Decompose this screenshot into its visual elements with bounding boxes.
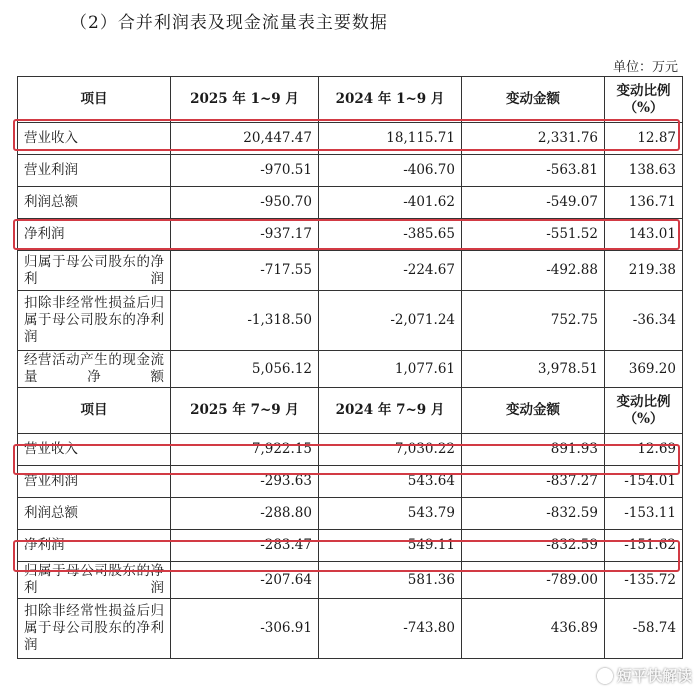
row-label: 营业利润 <box>18 466 171 498</box>
cell-value: 7,030.22 <box>319 434 462 466</box>
financial-table <box>17 76 683 659</box>
header-period-prior: 2024 年 1~9 月 <box>319 77 462 123</box>
header-period-prior: 2024 年 7~9 月 <box>319 388 462 434</box>
cell-value: 543.64 <box>319 466 462 498</box>
cell-value: 136.71 <box>605 187 683 219</box>
unit-label: 单位：万元 <box>612 60 678 75</box>
cell-value: 3,978.51 <box>462 351 605 388</box>
header-change-amount: 变动金额 <box>462 388 605 434</box>
header-change-ratio: 变动比例（%） <box>605 77 683 123</box>
cell-value: 219.38 <box>605 251 683 291</box>
row-label: 扣除非经常性损益后归属于母公司股东的净利润 <box>18 291 171 351</box>
cell-value: -549.07 <box>462 187 605 219</box>
table-row <box>18 530 683 562</box>
cell-value: -563.81 <box>462 155 605 187</box>
header-change-ratio: 变动比例（%） <box>605 388 683 434</box>
header-change-amount: 变动金额 <box>462 77 605 123</box>
table-row <box>18 599 683 659</box>
row-label: 净利润 <box>18 530 171 562</box>
table-row <box>18 219 683 251</box>
header-item: 项目 <box>18 388 171 434</box>
row-label: 营业收入 <box>18 123 171 155</box>
cell-value: 138.63 <box>605 155 683 187</box>
cell-value: -207.64 <box>171 562 319 599</box>
row-label: 归属于母公司股东的净利润 <box>18 562 171 599</box>
cell-value: -306.91 <box>171 599 319 659</box>
row-label: 营业收入 <box>18 434 171 466</box>
watermark-logo-icon <box>597 668 613 684</box>
cell-value: -2,071.24 <box>319 291 462 351</box>
cell-value: 436.89 <box>462 599 605 659</box>
cell-value: -789.00 <box>462 562 605 599</box>
table-row <box>18 466 683 498</box>
watermark-text: 短平快解读 <box>616 667 692 685</box>
cell-value: -492.88 <box>462 251 605 291</box>
cell-value: 1,077.61 <box>319 351 462 388</box>
cell-value: -401.62 <box>319 187 462 219</box>
cell-value: -937.17 <box>171 219 319 251</box>
cell-value: -224.67 <box>319 251 462 291</box>
cell-value: -293.63 <box>171 466 319 498</box>
table-header-row <box>18 388 683 434</box>
cell-value: 20,447.47 <box>171 123 319 155</box>
row-label: 扣除非经常性损益后归属于母公司股东的净利润 <box>18 599 171 659</box>
cell-value: 891.93 <box>462 434 605 466</box>
cell-value: 2,331.76 <box>462 123 605 155</box>
table-row <box>18 562 683 599</box>
cell-value: -406.70 <box>319 155 462 187</box>
row-label: 归属于母公司股东的净利润 <box>18 251 171 291</box>
table-header-row <box>18 77 683 123</box>
cell-value: -58.74 <box>605 599 683 659</box>
cell-value: -1,318.50 <box>171 291 319 351</box>
row-label: 利润总额 <box>18 187 171 219</box>
cell-value: -36.34 <box>605 291 683 351</box>
table-row <box>18 155 683 187</box>
table-row <box>18 351 683 388</box>
row-label: 利润总额 <box>18 498 171 530</box>
table-row <box>18 123 683 155</box>
cell-value: -970.51 <box>171 155 319 187</box>
header-period-current: 2025 年 7~9 月 <box>171 388 319 434</box>
row-label: 营业利润 <box>18 155 171 187</box>
cell-value: -832.59 <box>462 530 605 562</box>
table-row <box>18 291 683 351</box>
cell-value: 581.36 <box>319 562 462 599</box>
cell-value: -743.80 <box>319 599 462 659</box>
cell-value: 18,115.71 <box>319 123 462 155</box>
watermark <box>597 665 692 686</box>
cell-value: 549.11 <box>319 530 462 562</box>
cell-value: -135.72 <box>605 562 683 599</box>
cell-value: 752.75 <box>462 291 605 351</box>
cell-value: -283.47 <box>171 530 319 562</box>
row-label: 净利润 <box>18 219 171 251</box>
cell-value: -288.80 <box>171 498 319 530</box>
cell-value: 5,056.12 <box>171 351 319 388</box>
cell-value: -717.55 <box>171 251 319 291</box>
cell-value: 12.69 <box>605 434 683 466</box>
cell-value: -950.70 <box>171 187 319 219</box>
cell-value: -153.11 <box>605 498 683 530</box>
row-label: 经营活动产生的现金流量净额 <box>18 351 171 388</box>
header-period-current: 2025 年 1~9 月 <box>171 77 319 123</box>
table-row <box>18 498 683 530</box>
cell-value: -154.01 <box>605 466 683 498</box>
cell-value: 143.01 <box>605 219 683 251</box>
cell-value: -551.52 <box>462 219 605 251</box>
cell-value: -832.59 <box>462 498 605 530</box>
section-heading: （2）合并利润表及现金流量表主要数据 <box>70 13 388 33</box>
header-item: 项目 <box>18 77 171 123</box>
cell-value: 543.79 <box>319 498 462 530</box>
cell-value: -151.62 <box>605 530 683 562</box>
cell-value: 12.87 <box>605 123 683 155</box>
cell-value: -837.27 <box>462 466 605 498</box>
table-row <box>18 251 683 291</box>
table-row <box>18 187 683 219</box>
cell-value: -385.65 <box>319 219 462 251</box>
cell-value: 7,922.15 <box>171 434 319 466</box>
cell-value: 369.20 <box>605 351 683 388</box>
table-row <box>18 434 683 466</box>
